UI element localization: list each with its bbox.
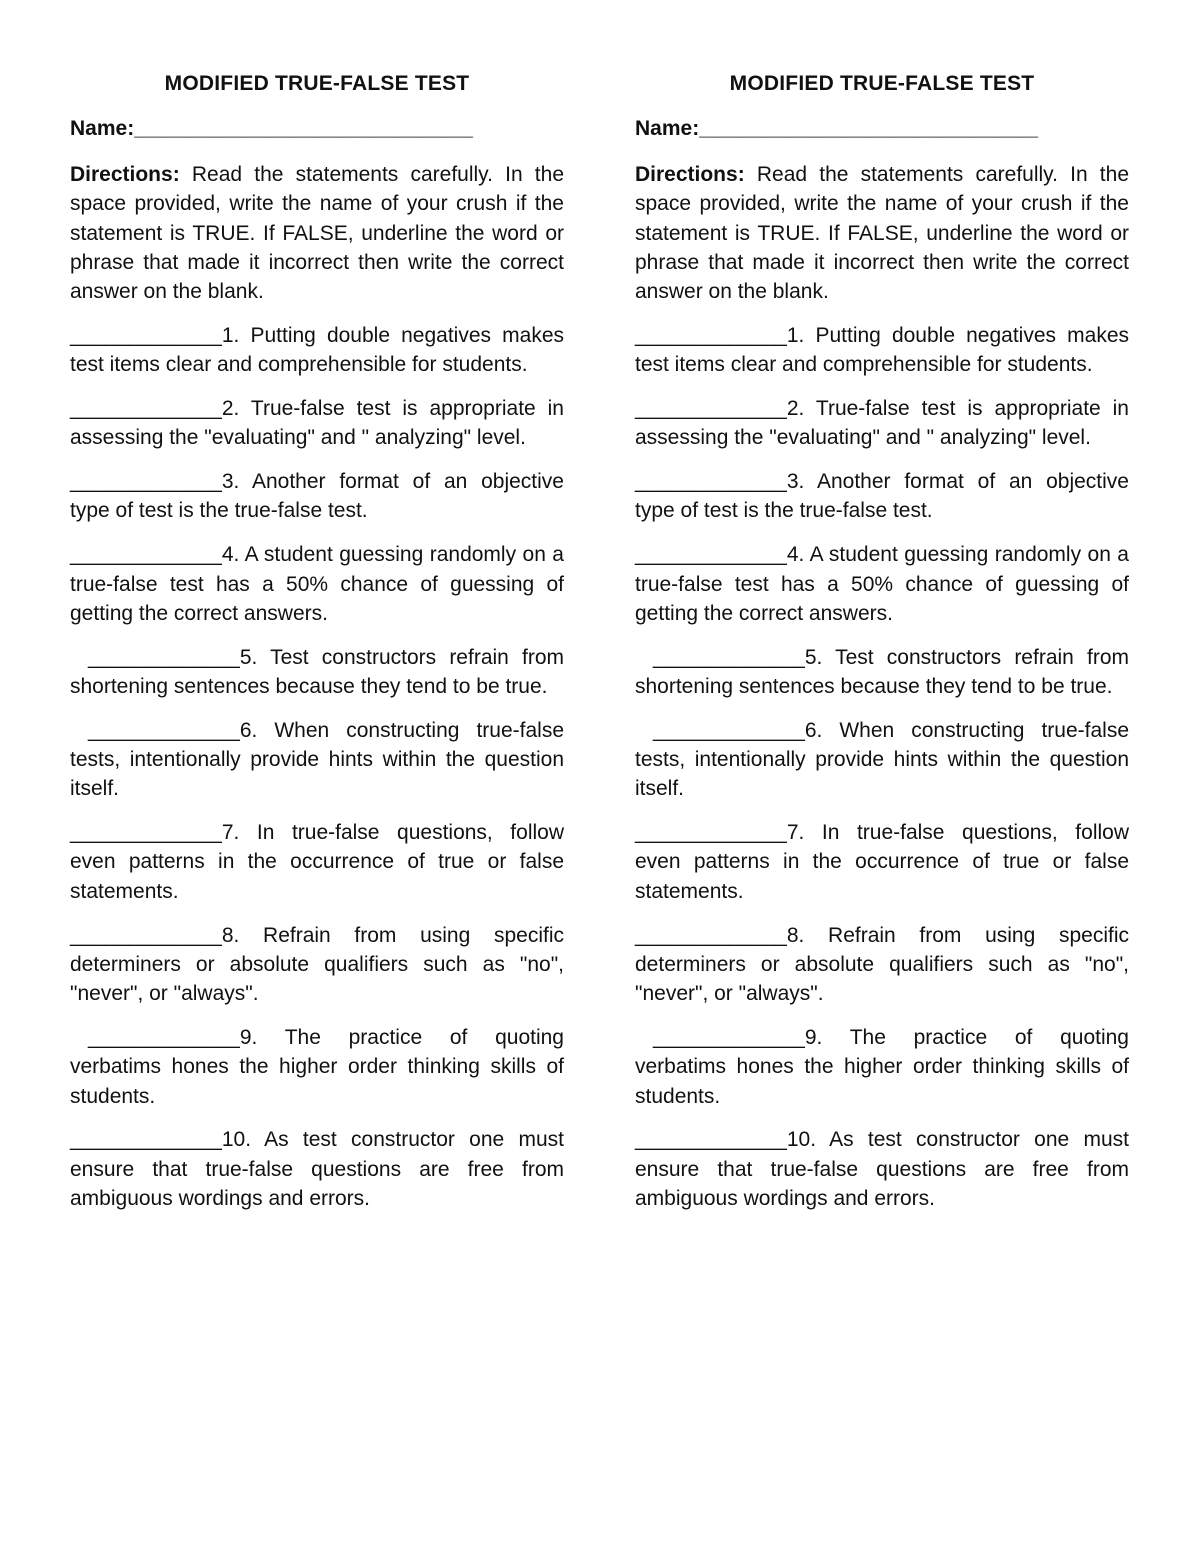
worksheet-copy-right <box>635 70 1129 1213</box>
question-item-1: _____________1. Putting double negatives makes test items clear and comprehensible for students. <box>70 323 564 377</box>
directions-text: Read the statements carefully. In the space provided, write the name of your crush if the statement is TRUE. If FALSE, underline the word or phrase that made it incorrect then write the correct answer on the blank. <box>635 163 1129 304</box>
directions-text: Read the statements carefully. In the space provided, write the name of your crush if the statement is TRUE. If FALSE, underline the word or phrase that made it incorrect then write the correct answer on the blank. <box>70 163 564 304</box>
question-item-9: _____________9. The practice of quoting verbatims hones the higher order thinking skills of students. <box>70 1025 564 1108</box>
directions-label: Directions: <box>635 163 745 186</box>
directions-label: Directions: <box>70 163 180 186</box>
question-item-4: _____________4. A student guessing randomly on a true-false test has a 50% chance of guessing of getting the correct answers. <box>635 543 1129 625</box>
question-item-5: _____________5. Test constructors refrain from shortening sentences because they tend to be true. <box>70 645 564 698</box>
question-item-3: _____________3. Another format of an objective type of test is the true-false test. <box>635 470 1129 523</box>
question-item-10: _____________10. As test constructor one must ensure that true-false questions are free from ambiguous wordings and errors. <box>635 1128 1129 1210</box>
question-item-2: _____________2. True-false test is appropriate in assessing the "evaluating" and " analyzing" level. <box>70 397 564 450</box>
question-item-7: _____________7. In true-false questions, follow even patterns in the occurrence of true or false statements. <box>70 821 564 903</box>
question-item-10: _____________10. As test constructor one must ensure that true-false questions are free from ambiguous wordings and errors. <box>70 1128 564 1210</box>
question-item-5: _____________5. Test constructors refrain from shortening sentences because they tend to be true. <box>635 645 1129 698</box>
question-item-9: _____________9. The practice of quoting verbatims hones the higher order thinking skills of students. <box>635 1025 1129 1108</box>
question-item-4: _____________4. A student guessing randomly on a true-false test has a 50% chance of guessing of getting the correct answers. <box>70 543 564 625</box>
worksheet-title: MODIFIED TRUE-FALSE TEST <box>729 72 1035 95</box>
question-item-6: _____________6. When constructing true-false tests, intentionally provide hints within the question itself. <box>635 718 1129 801</box>
question-item-8: _____________8. Refrain from using specific determiners or absolute qualifiers such as "no", "never", or "always". <box>70 923 564 1006</box>
name-field: Name:_____________________________ <box>70 117 473 140</box>
directions <box>70 160 564 306</box>
question-item-1: _____________1. Putting double negatives makes test items clear and comprehensible for students. <box>635 323 1129 377</box>
question-item-3: _____________3. Another format of an objective type of test is the true-false test. <box>70 470 564 523</box>
question-item-7: _____________7. In true-false questions, follow even patterns in the occurrence of true or false statements. <box>635 821 1129 903</box>
worksheet-copy-left <box>70 70 564 1213</box>
name-field: Name:_____________________________ <box>635 117 1038 140</box>
question-item-6: _____________6. When constructing true-false tests, intentionally provide hints within the question itself. <box>70 718 564 801</box>
directions <box>635 160 1129 306</box>
question-item-2: _____________2. True-false test is appropriate in assessing the "evaluating" and " analyzing" level. <box>635 397 1129 450</box>
question-item-8: _____________8. Refrain from using specific determiners or absolute qualifiers such as "no", "never", or "always". <box>635 923 1129 1006</box>
worksheet-title: MODIFIED TRUE-FALSE TEST <box>164 72 470 95</box>
